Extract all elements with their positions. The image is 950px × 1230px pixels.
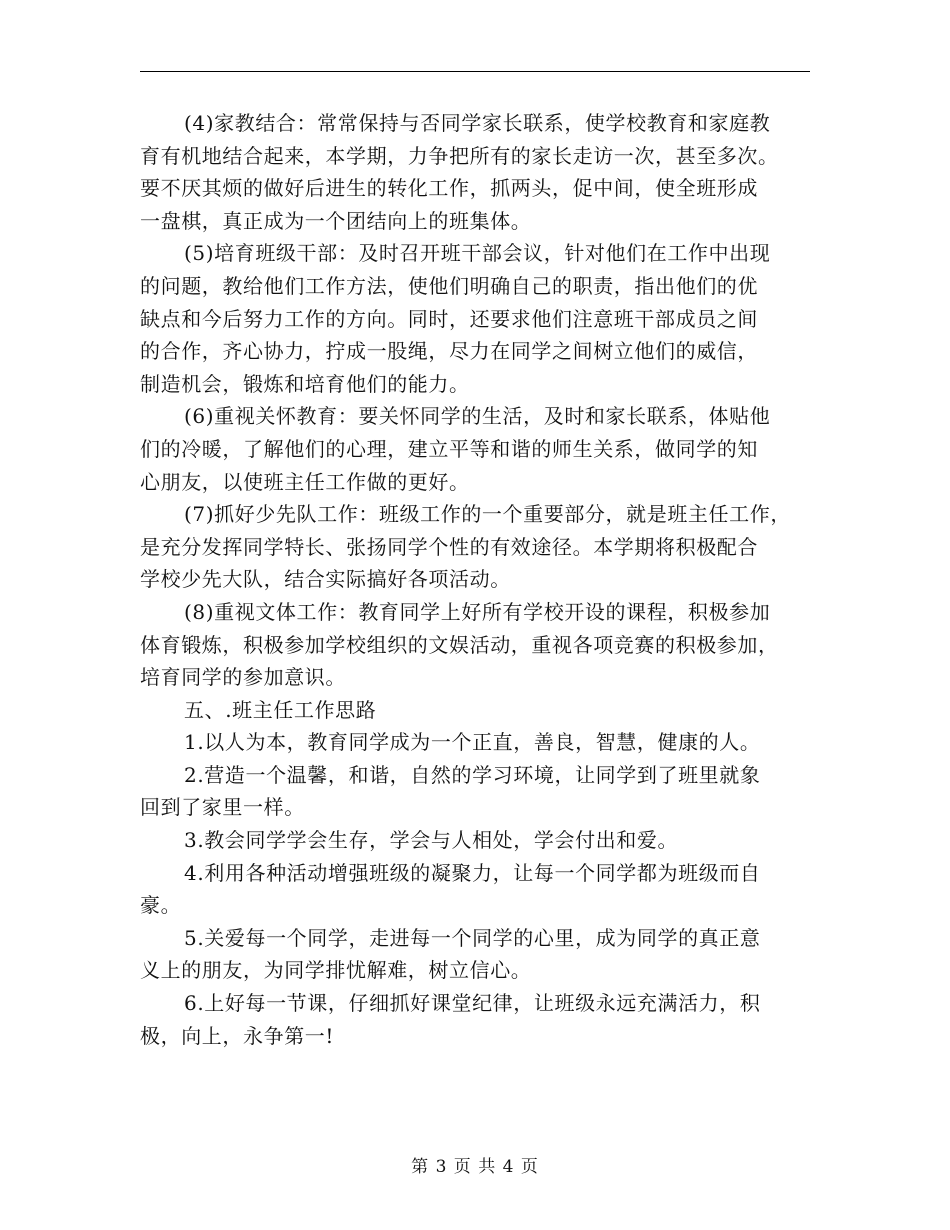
text-line: 极，向上，永争第一!: [140, 1023, 335, 1048]
list-item: 5.关爱每一个同学，走进每一个同学的心里，成为同学的真正意: [184, 925, 761, 950]
text-line: 豪。: [140, 893, 182, 918]
text-line: 制造机会，锻炼和培育他们的能力。: [140, 371, 470, 396]
text-line: 要不厌其烦的做好后进生的转化工作，抓两头，促中间，使全班形成: [140, 176, 758, 201]
page-number-footer: 第 3 页 共 4 页: [411, 1157, 539, 1177]
text-line: 育有机地结合起来，本学期，力争把所有的家长走访一次，甚至多次。: [140, 143, 779, 168]
list-item: 2.营造一个温馨，和谐，自然的学习环境，让同学到了班里就象: [184, 762, 761, 787]
text-line: (6)重视关怀教育：要关怀同学的生活，及时和家长联系，体贴他: [184, 404, 771, 429]
text-line: 缺点和今后努力工作的方向。同时，还要求他们注意班干部成员之间: [140, 306, 758, 331]
text-line: 是充分发挥同学特长、张扬同学个性的有效途径。本学期将积极配合: [140, 534, 758, 559]
section-heading: 五、.班主任工作思路: [184, 697, 377, 722]
text-line: 心朋友，以使班主任工作做的更好。: [140, 469, 470, 494]
list-item: 6.上好每一节课，仔细抓好课堂纪律，让班级永远充满活力，积: [184, 991, 761, 1016]
text-line: (7)抓好少先队工作：班级工作的一个重要部分，就是班主任工作，: [184, 502, 791, 527]
text-line: (8)重视文体工作：教育同学上好所有学校开设的课程，积极参加: [184, 599, 771, 624]
text-line: (4)家教结合：常常保持与否同学家长联系，使学校教育和家庭教: [184, 111, 771, 135]
text-line: 培育同学的参加意识。: [140, 665, 346, 690]
text-line: 们的冷暖，了解他们的心理，建立平等和谐的师生关系，做同学的知: [140, 436, 758, 461]
list-item: 4.利用各种活动增强班级的凝聚力，让每一个同学都为班级而自: [184, 860, 761, 885]
text-line: 义上的朋友，为同学排忧解难，树立信心。: [140, 958, 532, 983]
text-line: 一盘棋，真正成为一个团结向上的班集体。: [140, 208, 532, 233]
header-rule: [140, 71, 810, 72]
text-line: 学校少先大队，结合实际搞好各项活动。: [140, 567, 511, 592]
text-line: 体育锻炼，积极参加学校组织的文娱活动，重视各项竞赛的积极参加，: [140, 632, 779, 657]
text-line: 的问题，教给他们工作方法，使他们明确自己的职责，指出他们的优: [140, 273, 758, 298]
text-line: 回到了家里一样。: [140, 795, 305, 820]
list-item: 1.以人为本，教育同学成为一个正直，善良，智慧，健康的人。: [184, 730, 761, 755]
document-body: [140, 107, 820, 1052]
list-item: 3.教会同学学会生存，学会与人相处，学会付出和爱。: [184, 828, 679, 853]
text-line: 的合作，齐心协力，拧成一股绳，尽力在同学之间树立他们的威信，: [140, 339, 758, 364]
text-line: (5)培育班级干部：及时召开班干部会议，针对他们在工作中出现: [184, 241, 771, 266]
